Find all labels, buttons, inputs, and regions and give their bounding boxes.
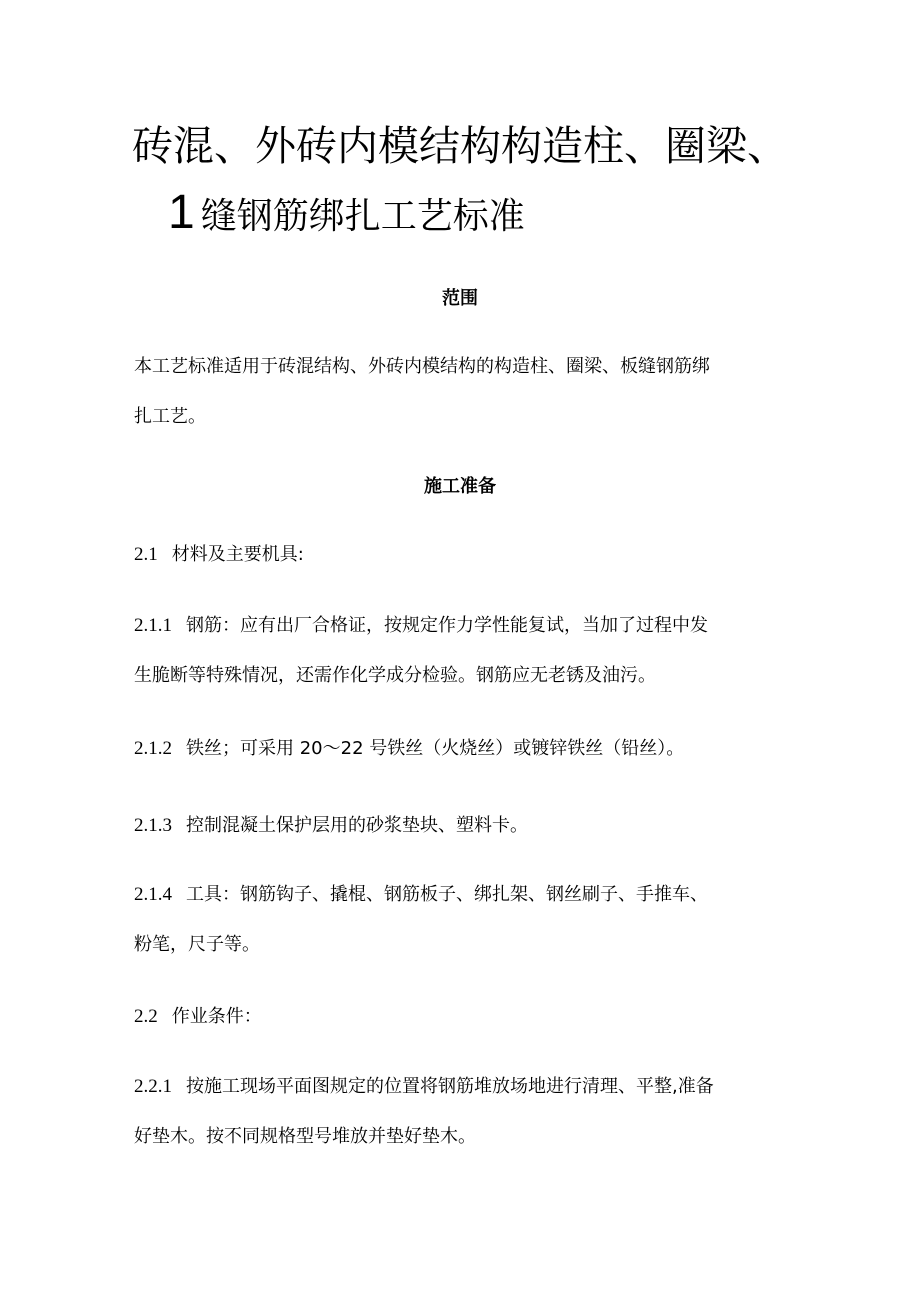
item-text: 控制混凝土保护层用的砂浆垫块、塑料卡。 bbox=[186, 815, 528, 836]
item-number: 2.1.4 bbox=[134, 884, 172, 905]
scope-line-1: 本工艺标准适用于砖混结构、外砖内模结构的构造柱、圈梁、板缝钢筋绑 bbox=[134, 356, 710, 377]
item-number: 2.1.3 bbox=[134, 815, 172, 836]
item-number: 2.2 bbox=[134, 1006, 158, 1027]
item-2-1-1 bbox=[134, 601, 794, 701]
item-number: 2.1.2 bbox=[134, 738, 172, 759]
scope-heading: 范围 bbox=[442, 288, 478, 309]
item-2-2 bbox=[134, 992, 794, 1042]
item-number: 2.1.1 bbox=[134, 615, 172, 636]
item-2-2-1 bbox=[134, 1062, 794, 1162]
title-line2-text: 缝钢筋绑扎工艺标准 bbox=[200, 196, 525, 237]
item-number: 2.2.1 bbox=[134, 1076, 172, 1097]
document-title-line1: 砖混、外砖内模结构构造柱、圈梁、 bbox=[132, 122, 788, 170]
item-2-1-2 bbox=[134, 724, 794, 774]
item-text: 作业条件： bbox=[171, 1006, 262, 1027]
item-2-1 bbox=[134, 530, 794, 580]
scope-paragraph bbox=[134, 342, 794, 442]
item-text-line-1: 钢筋：应有出厂合格证，按规定作力学性能复试，当加了过程中发 bbox=[186, 615, 708, 636]
item-text: 材料及主要机具: bbox=[171, 544, 304, 565]
item-text-line-2: 好垫木。按不同规格型号堆放并垫好垫木。 bbox=[134, 1126, 476, 1147]
item-2-1-4 bbox=[134, 870, 794, 970]
title-section-number: 1 bbox=[168, 186, 195, 239]
item-text-line-1: 按施工现场平面图规定的位置将钢筋堆放场地进行清理、平整,准备 bbox=[186, 1076, 714, 1097]
item-text: 铁丝；可采用 20～22 号铁丝（火烧丝）或镀锌铁丝（铅丝）。 bbox=[186, 738, 685, 759]
item-text-line-2: 粉笔，尺子等。 bbox=[134, 934, 260, 955]
preparation-heading: 施工准备 bbox=[424, 476, 496, 497]
item-text-line-1: 工具：钢筋钩子、撬棍、钢筋板子、绑扎架、钢丝刷子、手推车、 bbox=[186, 884, 708, 905]
item-number: 2.1 bbox=[134, 544, 158, 565]
scope-line-2: 扎工艺。 bbox=[134, 406, 206, 427]
item-text-line-2: 生脆断等特殊情况，还需作化学成分检验。钢筋应无老锈及油污。 bbox=[134, 665, 656, 686]
document-title-line2 bbox=[168, 183, 525, 253]
item-2-1-3 bbox=[134, 801, 794, 851]
